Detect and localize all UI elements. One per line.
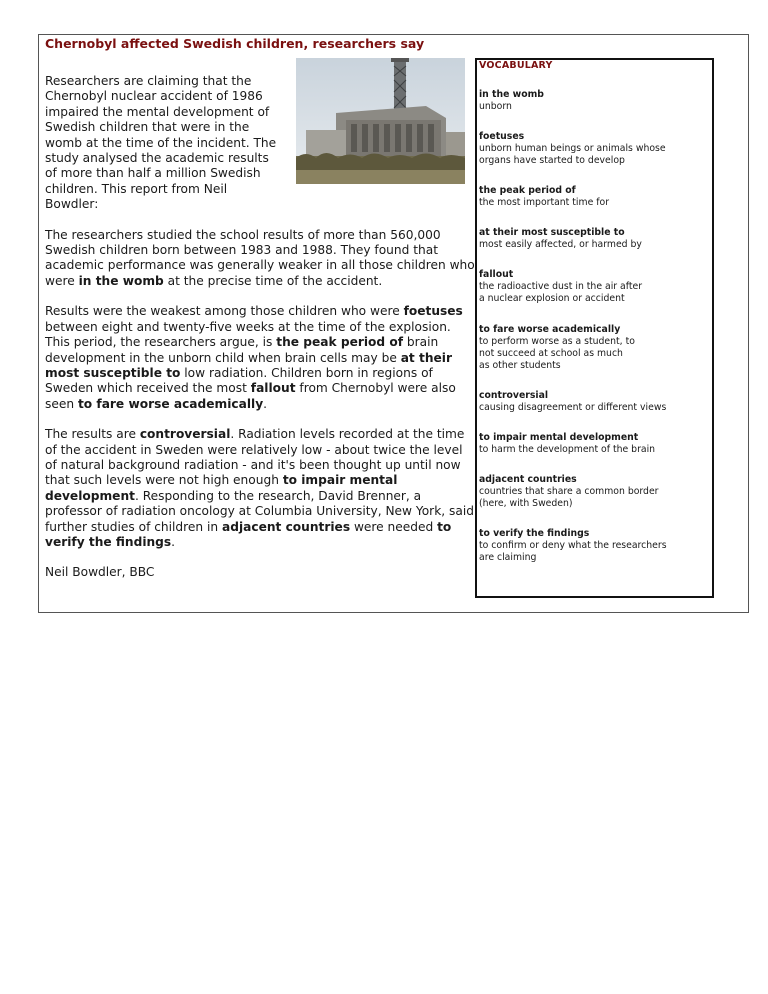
vocab-definition: most easily affected, or harmed by	[479, 239, 642, 250]
vocab-term: controversial	[479, 390, 549, 401]
vocab-term: at their most susceptible to	[479, 227, 625, 238]
vocab-definition: unborn	[479, 101, 512, 112]
article-paragraph: The results are controversial. Radiation levels recorded at the time of the accident in Sweden were relatively low - about twice the level of natural background radiation - and it's been thought up until now that such levels were not high enough to impair mental development. Responding to the research, David Brenner, a professor of radiation oncology at Columbia University, New York, said further studies of children in adjacent countries were needed to verify the findings.	[45, 427, 474, 549]
vocab-term: adjacent countries	[479, 474, 577, 485]
vocabulary-box	[475, 58, 714, 598]
article-paragraph-intro: Researchers are claiming that the Chernobyl nuclear accident of 1986 impaired the mental development of Swedish children that were in the womb at the time of the incident. The study analysed the academic results of more than half a million Swedish children. This report from Neil Bowdler:	[45, 74, 277, 212]
vocab-entry	[479, 528, 667, 564]
vocab-entry	[479, 390, 666, 414]
vocab-definition: causing disagreement or different views	[479, 402, 667, 413]
vocab-term: the peak period of	[479, 185, 576, 196]
vocab-entry	[479, 324, 635, 372]
vocab-entry	[479, 185, 609, 209]
vocab-term: foetuses	[479, 131, 525, 142]
vocab-highlight: in the womb	[78, 273, 164, 288]
vocab-highlight: adjacent countries	[222, 519, 351, 534]
vocab-entry	[479, 89, 544, 113]
article-paragraph: Results were the weakest among those children who were foetuses between eight and twenty-five weeks at the time of the explosion. This period, the researchers argue, is the peak period of brain development in the unborn child when brain cells may be at their most susceptible to low radiation. Children born in regions of Sweden which received the most fallout from Chernobyl were also seen to fare worse academically.	[45, 304, 463, 411]
vocab-definition: unborn human beings or animals whose organs have started to develop	[479, 143, 666, 166]
vocab-highlight: at their most susceptible to	[45, 350, 452, 380]
vocab-entry	[479, 432, 655, 456]
vocab-definition: the radioactive dust in the air after a nuclear explosion or accident	[479, 281, 643, 304]
vocab-term: in the womb	[479, 89, 544, 100]
vocab-definition: the most important time for	[479, 197, 610, 208]
vocab-highlight: to verify the findings	[45, 519, 452, 549]
article-paragraph: The researchers studied the school results of more than 560,000 Swedish children born between 1983 and 1988. They found that academic performance was generally weaker in all those children who were in the womb at the precise time of the accident.	[45, 227, 475, 288]
article-signature: Neil Bowdler, BBC	[45, 565, 155, 580]
vocab-term: fallout	[479, 269, 514, 280]
vocab-term: to fare worse academically	[479, 324, 621, 335]
vocabulary-heading: VOCABULARY	[479, 60, 553, 71]
vocab-definition: countries that share a common border (here, with Sweden)	[479, 486, 659, 509]
vocab-definition: to perform worse as a student, to not succeed at school as much as other students	[479, 336, 635, 371]
vocab-definition: to confirm or deny what the researchers are claiming	[479, 540, 667, 563]
article-title: Chernobyl affected Swedish children, researchers say	[45, 36, 425, 51]
vocab-highlight: the peak period of	[276, 335, 404, 350]
vocab-highlight: to fare worse academically	[77, 396, 264, 411]
worksheet	[38, 34, 749, 613]
vocab-entry	[479, 474, 659, 510]
vocab-highlight: controversial	[139, 427, 231, 442]
vocab-entry	[479, 131, 666, 167]
vocab-highlight: foetuses	[403, 304, 463, 319]
article-body	[45, 74, 475, 596]
vocab-entry	[479, 227, 642, 251]
vocab-term: to impair mental development	[479, 432, 639, 443]
vocab-entry	[479, 269, 642, 305]
vocab-definition: to harm the development of the brain	[479, 444, 656, 455]
vocab-term: to verify the findings	[479, 528, 590, 539]
vocab-highlight: fallout	[250, 381, 296, 396]
vocab-highlight: to impair mental development	[45, 473, 398, 503]
